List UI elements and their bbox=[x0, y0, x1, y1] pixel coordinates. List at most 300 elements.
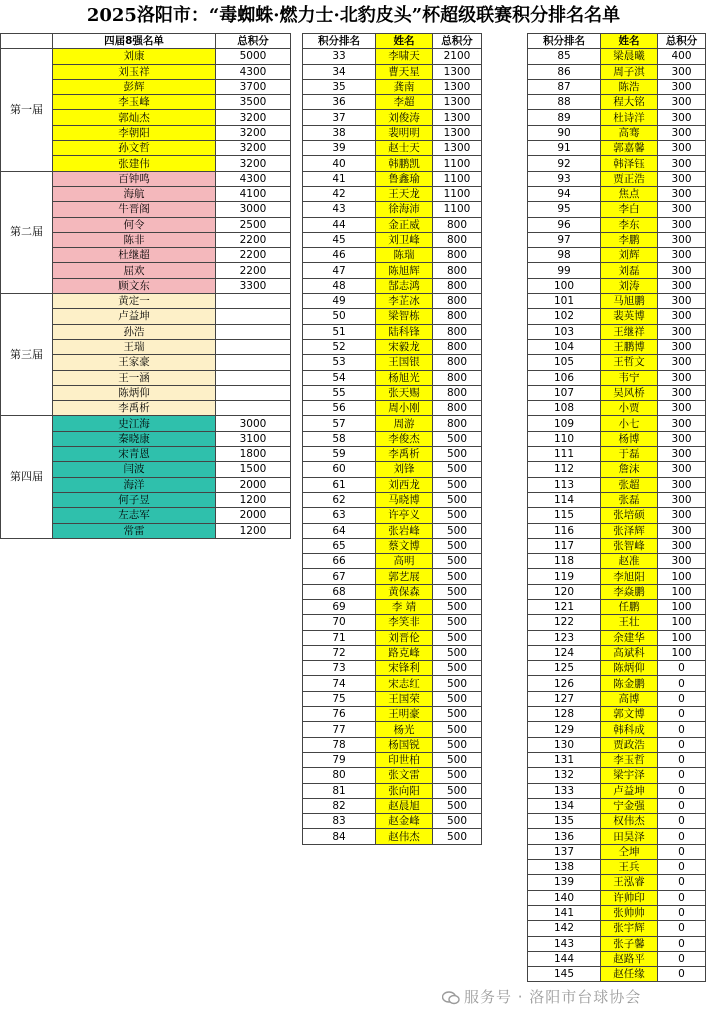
page-title: 2025洛阳市：“毒蜘蛛·燃力士·北豹皮头”杯超级联赛积分排名名单 bbox=[86, 5, 621, 26]
player-points: 300 bbox=[658, 79, 706, 94]
player-points: 500 bbox=[433, 707, 482, 722]
rank-cell: 38 bbox=[303, 125, 376, 140]
rank-cell: 36 bbox=[303, 95, 376, 110]
player-name: 李东 bbox=[601, 217, 658, 232]
player-name: 卢益坤 bbox=[53, 309, 216, 324]
table-row bbox=[528, 294, 706, 309]
rank-cell: 60 bbox=[303, 462, 376, 477]
player-name: 李 靖 bbox=[376, 599, 433, 614]
player-points: 300 bbox=[658, 324, 706, 339]
player-name: 韩泽钰 bbox=[601, 156, 658, 171]
player-points: 3200 bbox=[216, 156, 291, 171]
rank-cell: 105 bbox=[528, 355, 601, 370]
rank-cell: 133 bbox=[528, 783, 601, 798]
rank-cell: 44 bbox=[303, 217, 376, 232]
player-points: 0 bbox=[658, 967, 706, 982]
player-name: 刘康 bbox=[53, 49, 216, 64]
player-name: 徐海沛 bbox=[376, 202, 433, 217]
player-name: 梁智栋 bbox=[376, 309, 433, 324]
rank-cell: 122 bbox=[528, 615, 601, 630]
table-row bbox=[528, 875, 706, 890]
table-row bbox=[528, 829, 706, 844]
name-header: 四届8强名单 bbox=[53, 34, 216, 49]
player-name: 龚南 bbox=[376, 79, 433, 94]
player-points: 800 bbox=[433, 355, 482, 370]
player-points: 5000 bbox=[216, 49, 291, 64]
player-name: 张智峰 bbox=[601, 538, 658, 553]
player-name: 陈旭辉 bbox=[376, 263, 433, 278]
table-row bbox=[528, 232, 706, 247]
player-points: 300 bbox=[658, 523, 706, 538]
player-name: 李禹析 bbox=[53, 401, 216, 416]
player-points: 300 bbox=[658, 171, 706, 186]
rank-cell: 117 bbox=[528, 538, 601, 553]
rank-cell: 37 bbox=[303, 110, 376, 125]
table-row bbox=[528, 477, 706, 492]
table-row bbox=[303, 783, 482, 798]
table-row bbox=[303, 125, 482, 140]
table-row bbox=[303, 707, 482, 722]
player-points: 3200 bbox=[216, 110, 291, 125]
rank-cell: 73 bbox=[303, 661, 376, 676]
player-name: 郜志鸿 bbox=[376, 278, 433, 293]
player-points: 1300 bbox=[433, 64, 482, 79]
player-points bbox=[216, 294, 291, 309]
table-row bbox=[303, 370, 482, 385]
rank-cell: 51 bbox=[303, 324, 376, 339]
player-name: 王哲文 bbox=[601, 355, 658, 370]
player-points: 4300 bbox=[216, 64, 291, 79]
player-name: 陆科锋 bbox=[376, 324, 433, 339]
rank-cell: 35 bbox=[303, 79, 376, 94]
rank-cell: 74 bbox=[303, 676, 376, 691]
rank-cell: 45 bbox=[303, 232, 376, 247]
rank-cell: 89 bbox=[528, 110, 601, 125]
player-name: 刘辉 bbox=[601, 248, 658, 263]
rank-cell: 136 bbox=[528, 829, 601, 844]
player-name: 李笑非 bbox=[376, 615, 433, 630]
player-name: 宋青恩 bbox=[53, 447, 216, 462]
table-row bbox=[303, 814, 482, 829]
rank-cell: 69 bbox=[303, 599, 376, 614]
watermark bbox=[442, 986, 641, 1007]
player-points: 0 bbox=[658, 798, 706, 813]
rank-cell: 137 bbox=[528, 844, 601, 859]
table-row bbox=[303, 798, 482, 813]
rank-cell: 40 bbox=[303, 156, 376, 171]
rank-cell: 81 bbox=[303, 783, 376, 798]
table-row bbox=[303, 232, 482, 247]
table-row bbox=[528, 64, 706, 79]
table-row bbox=[528, 691, 706, 706]
player-name: 刘俊涛 bbox=[376, 110, 433, 125]
table-row bbox=[528, 324, 706, 339]
rank-cell: 88 bbox=[528, 95, 601, 110]
player-name: 张超 bbox=[601, 477, 658, 492]
rank-cell: 68 bbox=[303, 584, 376, 599]
player-name: 余建华 bbox=[601, 630, 658, 645]
table-row bbox=[528, 355, 706, 370]
player-name: 刘玉祥 bbox=[53, 64, 216, 79]
player-points: 300 bbox=[658, 431, 706, 446]
table-row bbox=[528, 492, 706, 507]
player-points: 0 bbox=[658, 905, 706, 920]
player-name: 鲁鑫瑜 bbox=[376, 171, 433, 186]
table-row bbox=[303, 355, 482, 370]
player-name: 梁宇泽 bbox=[601, 768, 658, 783]
rank-cell: 123 bbox=[528, 630, 601, 645]
table-row bbox=[528, 645, 706, 660]
player-name: 宋志红 bbox=[376, 676, 433, 691]
player-points: 0 bbox=[658, 860, 706, 875]
player-name: 王鹏博 bbox=[601, 339, 658, 354]
player-name: 郭灿杰 bbox=[53, 110, 216, 125]
player-name: 杨博 bbox=[601, 431, 658, 446]
player-name: 史江海 bbox=[53, 416, 216, 431]
player-points: 100 bbox=[658, 615, 706, 630]
table-row bbox=[528, 707, 706, 722]
player-points: 500 bbox=[433, 523, 482, 538]
table-row bbox=[528, 905, 706, 920]
rank-cell: 142 bbox=[528, 921, 601, 936]
player-points: 300 bbox=[658, 156, 706, 171]
player-points: 0 bbox=[658, 951, 706, 966]
table-row bbox=[1, 49, 291, 64]
rank-cell: 121 bbox=[528, 599, 601, 614]
player-name: 彭辉 bbox=[53, 79, 216, 94]
rank-cell: 106 bbox=[528, 370, 601, 385]
player-points: 300 bbox=[658, 401, 706, 416]
player-points: 500 bbox=[433, 691, 482, 706]
player-points: 800 bbox=[433, 309, 482, 324]
player-name: 张向阳 bbox=[376, 783, 433, 798]
player-name: 王瑞 bbox=[53, 339, 216, 354]
player-points: 1100 bbox=[433, 171, 482, 186]
rank-cell: 50 bbox=[303, 309, 376, 324]
ranking-table-85-145 bbox=[527, 33, 706, 982]
rank-cell: 139 bbox=[528, 875, 601, 890]
player-name: 李啸天 bbox=[376, 49, 433, 64]
rank-cell: 124 bbox=[528, 645, 601, 660]
player-name: 黄保森 bbox=[376, 584, 433, 599]
player-points: 3100 bbox=[216, 431, 291, 446]
player-points: 0 bbox=[658, 844, 706, 859]
player-name: 李玉峰 bbox=[53, 95, 216, 110]
player-name: 杜继超 bbox=[53, 248, 216, 263]
player-points: 300 bbox=[658, 110, 706, 125]
table-row bbox=[528, 967, 706, 982]
player-points: 300 bbox=[658, 248, 706, 263]
table-row bbox=[1, 171, 291, 186]
player-points: 100 bbox=[658, 584, 706, 599]
player-points bbox=[216, 385, 291, 400]
table-row bbox=[528, 401, 706, 416]
rank-cell: 129 bbox=[528, 722, 601, 737]
rank-cell: 63 bbox=[303, 508, 376, 523]
player-name: 牛晋阁 bbox=[53, 202, 216, 217]
player-points bbox=[216, 324, 291, 339]
player-points: 2500 bbox=[216, 217, 291, 232]
player-points: 0 bbox=[658, 814, 706, 829]
player-points: 300 bbox=[658, 370, 706, 385]
player-name: 李焱鹏 bbox=[601, 584, 658, 599]
player-name: 王兵 bbox=[601, 860, 658, 875]
player-name: 曹天星 bbox=[376, 64, 433, 79]
table-row bbox=[528, 523, 706, 538]
player-name: 韩科成 bbox=[601, 722, 658, 737]
player-points: 800 bbox=[433, 324, 482, 339]
ranking-table-33-84 bbox=[302, 33, 482, 845]
player-name: 海洋 bbox=[53, 477, 216, 492]
player-points: 500 bbox=[433, 829, 482, 844]
rank-cell: 46 bbox=[303, 248, 376, 263]
table-row bbox=[528, 783, 706, 798]
rank-cell: 78 bbox=[303, 737, 376, 752]
player-name: 李俊杰 bbox=[376, 431, 433, 446]
player-name: 陈炳仰 bbox=[601, 661, 658, 676]
player-name: 刘卫峰 bbox=[376, 232, 433, 247]
wechat-icon bbox=[442, 991, 460, 1005]
player-points: 0 bbox=[658, 875, 706, 890]
table-row bbox=[528, 156, 706, 171]
player-name: 黄定一 bbox=[53, 294, 216, 309]
player-name: 何子昱 bbox=[53, 492, 216, 507]
rank-cell: 128 bbox=[528, 707, 601, 722]
table-row bbox=[528, 171, 706, 186]
table-row bbox=[1, 416, 291, 431]
player-name: 郭嘉馨 bbox=[601, 141, 658, 156]
table-row bbox=[528, 661, 706, 676]
table-row bbox=[303, 492, 482, 507]
table-row bbox=[528, 768, 706, 783]
table-row bbox=[528, 722, 706, 737]
rank-cell: 55 bbox=[303, 385, 376, 400]
player-points: 0 bbox=[658, 768, 706, 783]
rank-cell: 80 bbox=[303, 768, 376, 783]
player-points bbox=[216, 339, 291, 354]
player-name: 周小刚 bbox=[376, 401, 433, 416]
table-row bbox=[303, 554, 482, 569]
table-row bbox=[303, 569, 482, 584]
table-row bbox=[303, 661, 482, 676]
table-row bbox=[528, 248, 706, 263]
table-row bbox=[528, 798, 706, 813]
player-name: 张培硕 bbox=[601, 508, 658, 523]
player-name: 路克峰 bbox=[376, 645, 433, 660]
player-points: 500 bbox=[433, 447, 482, 462]
player-name: 梁晨曦 bbox=[601, 49, 658, 64]
player-points: 1100 bbox=[433, 186, 482, 201]
player-points: 500 bbox=[433, 722, 482, 737]
player-name: 郭文博 bbox=[601, 707, 658, 722]
table-row bbox=[528, 339, 706, 354]
rank-cell: 57 bbox=[303, 416, 376, 431]
player-points: 0 bbox=[658, 661, 706, 676]
player-points: 2200 bbox=[216, 248, 291, 263]
group-label: 第一届 bbox=[1, 49, 53, 171]
rank-cell: 94 bbox=[528, 186, 601, 201]
player-name: 高骞 bbox=[601, 125, 658, 140]
table-row bbox=[528, 431, 706, 446]
rank-cell: 101 bbox=[528, 294, 601, 309]
player-name: 小贾 bbox=[601, 401, 658, 416]
player-points: 800 bbox=[433, 294, 482, 309]
player-points: 300 bbox=[658, 508, 706, 523]
table-row bbox=[303, 676, 482, 691]
rank-cell: 83 bbox=[303, 814, 376, 829]
watermark-text: 服务号 · 洛阳市台球协会 bbox=[464, 988, 642, 1006]
table-row bbox=[303, 752, 482, 767]
rank-cell: 100 bbox=[528, 278, 601, 293]
rank-cell: 58 bbox=[303, 431, 376, 446]
rank-cell: 85 bbox=[528, 49, 601, 64]
player-name: 王泓睿 bbox=[601, 875, 658, 890]
player-points: 300 bbox=[658, 186, 706, 201]
player-name: 孙文哲 bbox=[53, 141, 216, 156]
table-row bbox=[1, 294, 291, 309]
player-points: 300 bbox=[658, 339, 706, 354]
player-points: 100 bbox=[658, 569, 706, 584]
rank-cell: 49 bbox=[303, 294, 376, 309]
rank-cell: 115 bbox=[528, 508, 601, 523]
rank-cell: 119 bbox=[528, 569, 601, 584]
table-row bbox=[303, 248, 482, 263]
player-points: 500 bbox=[433, 569, 482, 584]
player-name: 赵准 bbox=[601, 554, 658, 569]
player-name: 百钟鸣 bbox=[53, 171, 216, 186]
table-row bbox=[303, 508, 482, 523]
rank-cell: 84 bbox=[303, 829, 376, 844]
player-points: 1300 bbox=[433, 110, 482, 125]
table-row bbox=[528, 202, 706, 217]
player-name: 李朝阳 bbox=[53, 125, 216, 140]
player-name: 印世柏 bbox=[376, 752, 433, 767]
player-name: 闫波 bbox=[53, 462, 216, 477]
table-row bbox=[528, 615, 706, 630]
player-points: 800 bbox=[433, 401, 482, 416]
player-name: 周子淇 bbox=[601, 64, 658, 79]
player-name: 许帅印 bbox=[601, 890, 658, 905]
table-row bbox=[303, 401, 482, 416]
group-label: 第二届 bbox=[1, 171, 53, 293]
rank-cell: 109 bbox=[528, 416, 601, 431]
player-name: 海航 bbox=[53, 186, 216, 201]
player-points: 2100 bbox=[433, 49, 482, 64]
table-row bbox=[303, 95, 482, 110]
rank-cell: 75 bbox=[303, 691, 376, 706]
player-name: 刘晋伦 bbox=[376, 630, 433, 645]
player-name: 杨国锐 bbox=[376, 737, 433, 752]
player-name: 贾正浩 bbox=[601, 171, 658, 186]
table-row bbox=[528, 538, 706, 553]
top8-table bbox=[0, 33, 291, 539]
player-points: 1100 bbox=[433, 156, 482, 171]
player-name: 李超 bbox=[376, 95, 433, 110]
player-name: 王一涵 bbox=[53, 370, 216, 385]
player-name: 张帅帅 bbox=[601, 905, 658, 920]
player-points: 3200 bbox=[216, 141, 291, 156]
player-name: 马旭鹏 bbox=[601, 294, 658, 309]
table-row bbox=[303, 523, 482, 538]
player-points: 300 bbox=[658, 294, 706, 309]
player-name: 卢益坤 bbox=[601, 783, 658, 798]
table-row bbox=[303, 385, 482, 400]
rank-cell: 93 bbox=[528, 171, 601, 186]
player-name: 贾政浩 bbox=[601, 737, 658, 752]
table-row bbox=[528, 860, 706, 875]
table-row bbox=[303, 538, 482, 553]
player-points: 500 bbox=[433, 737, 482, 752]
player-points: 2200 bbox=[216, 263, 291, 278]
rank-cell: 43 bbox=[303, 202, 376, 217]
rank-cell: 62 bbox=[303, 492, 376, 507]
player-points: 500 bbox=[433, 676, 482, 691]
player-name: 仝坤 bbox=[601, 844, 658, 859]
rank-cell: 65 bbox=[303, 538, 376, 553]
table-row bbox=[303, 202, 482, 217]
player-name: 王明豪 bbox=[376, 707, 433, 722]
player-name: 顾文东 bbox=[53, 278, 216, 293]
table-row bbox=[528, 951, 706, 966]
player-points bbox=[216, 309, 291, 324]
points-header: 总积分 bbox=[658, 34, 706, 49]
table-row bbox=[303, 156, 482, 171]
rank-cell: 144 bbox=[528, 951, 601, 966]
rank-cell: 59 bbox=[303, 447, 376, 462]
table-row bbox=[528, 125, 706, 140]
player-name: 何令 bbox=[53, 217, 216, 232]
player-points: 400 bbox=[658, 49, 706, 64]
table-row bbox=[303, 49, 482, 64]
rank-cell: 138 bbox=[528, 860, 601, 875]
player-points: 1800 bbox=[216, 447, 291, 462]
rank-cell: 91 bbox=[528, 141, 601, 156]
player-points: 300 bbox=[658, 125, 706, 140]
player-points: 0 bbox=[658, 936, 706, 951]
player-points: 0 bbox=[658, 737, 706, 752]
table-row bbox=[528, 508, 706, 523]
table-row bbox=[528, 676, 706, 691]
player-name: 于磊 bbox=[601, 447, 658, 462]
rank-cell: 33 bbox=[303, 49, 376, 64]
player-name: 王壮 bbox=[601, 615, 658, 630]
player-name: 赵士天 bbox=[376, 141, 433, 156]
table-row bbox=[303, 309, 482, 324]
player-name: 王国银 bbox=[376, 355, 433, 370]
player-points: 800 bbox=[433, 339, 482, 354]
rank-cell: 72 bbox=[303, 645, 376, 660]
player-name: 李白 bbox=[601, 202, 658, 217]
name-header: 姓名 bbox=[601, 34, 658, 49]
player-points: 300 bbox=[658, 64, 706, 79]
player-points bbox=[216, 370, 291, 385]
player-name: 赵晨旭 bbox=[376, 798, 433, 813]
rank-cell: 61 bbox=[303, 477, 376, 492]
player-points: 500 bbox=[433, 752, 482, 767]
player-points: 300 bbox=[658, 538, 706, 553]
player-points: 0 bbox=[658, 676, 706, 691]
table-row bbox=[303, 584, 482, 599]
name-header: 姓名 bbox=[376, 34, 433, 49]
rank-cell: 114 bbox=[528, 492, 601, 507]
rank-cell: 82 bbox=[303, 798, 376, 813]
player-name: 蔡文博 bbox=[376, 538, 433, 553]
rank-header: 积分排名 bbox=[303, 34, 376, 49]
rank-cell: 113 bbox=[528, 477, 601, 492]
player-name: 焦点 bbox=[601, 186, 658, 201]
player-points: 300 bbox=[658, 554, 706, 569]
rank-cell: 111 bbox=[528, 447, 601, 462]
